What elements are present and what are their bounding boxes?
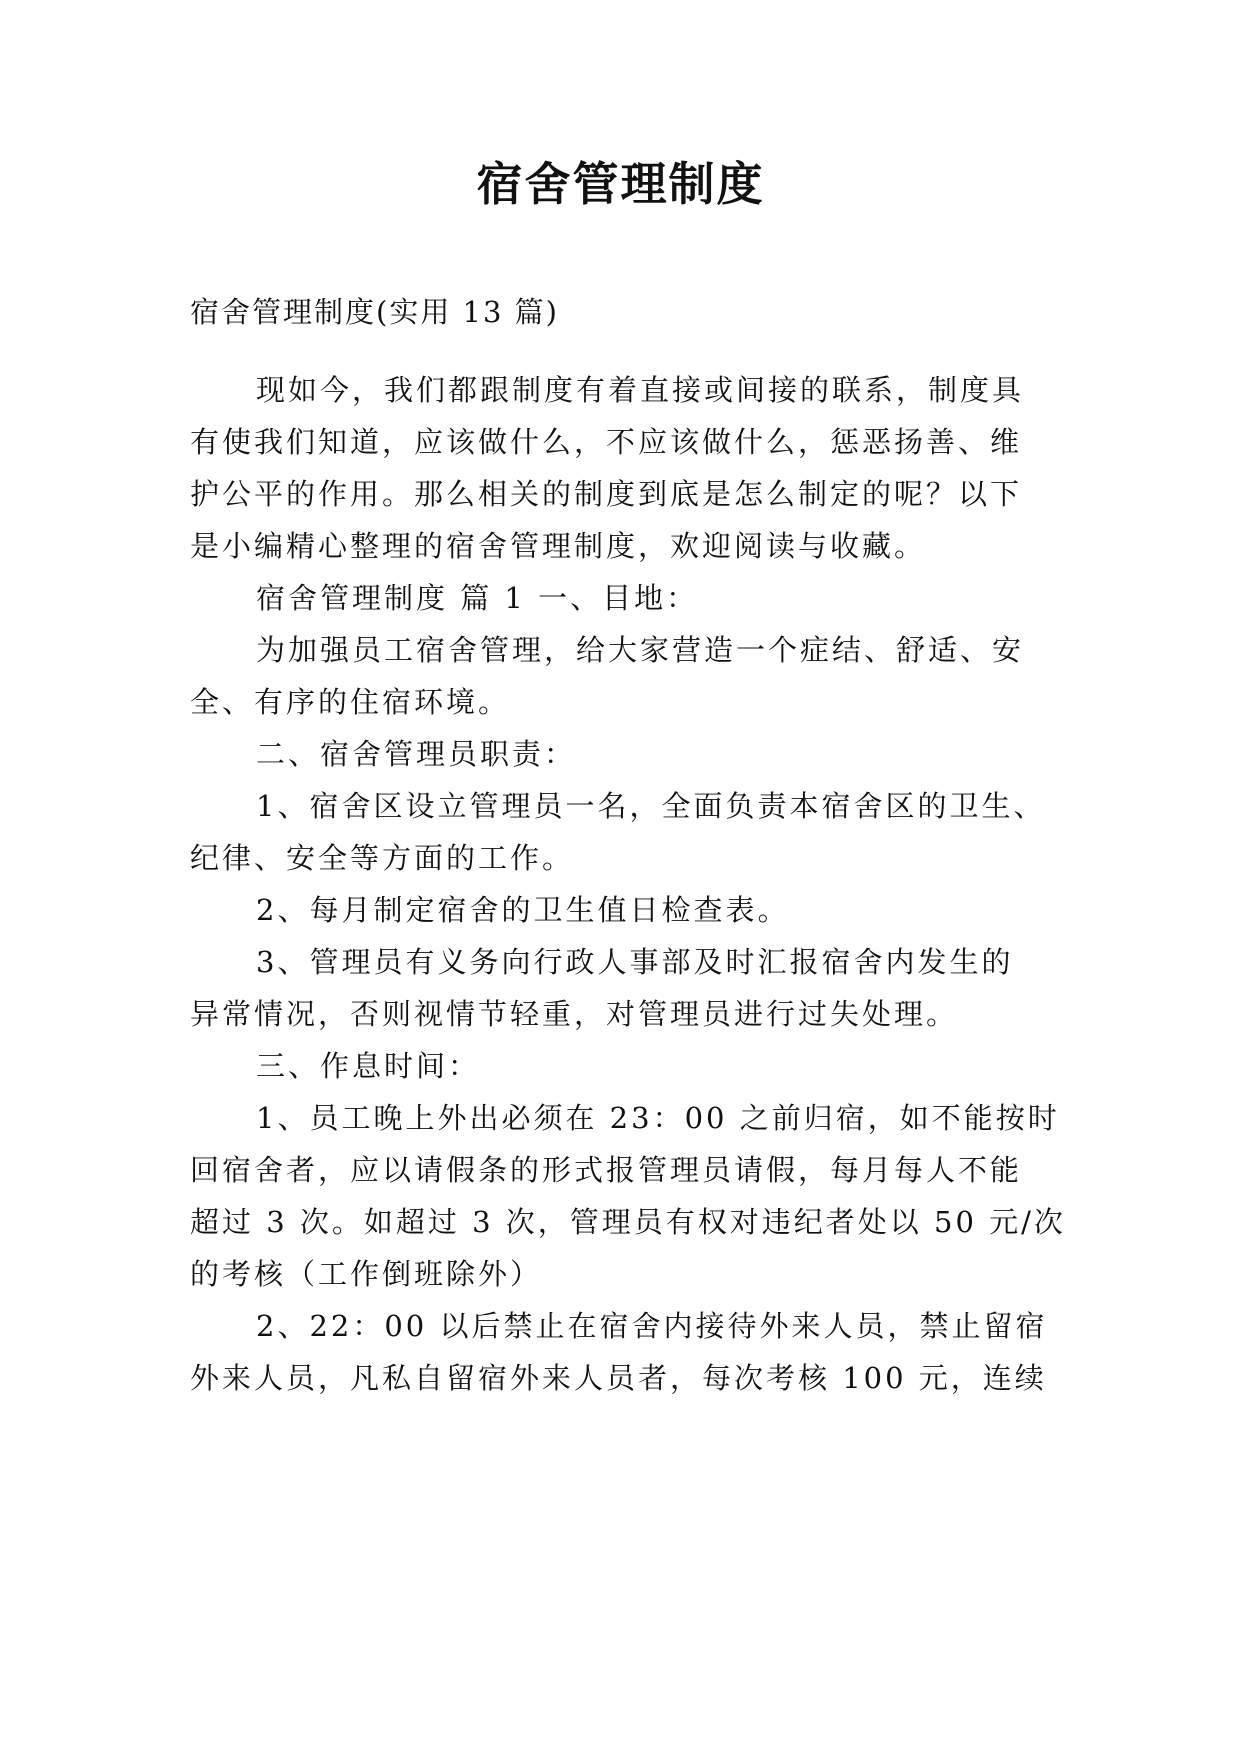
body-line: 是小编精心整理的宿舍管理制度，欢迎阅读与收藏。 [190,529,927,563]
body-line: 有使我们知道，应该做什么，不应该做什么，惩恶扬善、维 [190,425,1023,459]
body-line: 回宿舍者，应以请假条的形式报管理员请假，每月每人不能 [190,1153,1023,1187]
body-line: 2、22：00 以后禁止在宿舍内接待外来人员，禁止留宿 [256,1309,1048,1343]
body-line: 护公平的作用。那么相关的制度到底是怎么制定的呢？以下 [190,477,1023,511]
document-title: 宿舍管理制度 [476,157,765,211]
body-line: 超过 3 次。如超过 3 次，管理员有权对违纪者处以 50 元/次 [190,1205,1066,1239]
body-line: 3、管理员有义务向行政人事部及时汇报宿舍内发生的 [256,945,1014,979]
document-subtitle: 宿舍管理制度(实用 13 篇) [190,295,559,329]
body-line: 的考核（工作倒班除外） [190,1257,543,1291]
body-line: 1、员工晚上外出必须在 23：00 之前归宿，如不能按时 [256,1101,1060,1135]
section-heading-line: 三、作息时间： [256,1049,481,1083]
section-heading-line: 宿舍管理制度 篇 1 一、目地： [256,581,699,615]
body-line: 为加强员工宿舍管理，给大家营造一个症结、舒适、安 [256,633,1025,667]
body-line: 纪律、安全等方面的工作。 [190,841,575,875]
body-line: 外来人员，凡私自留宿外来人员者，每次考核 100 元，连续 [190,1361,1047,1395]
body-line: 1、宿舍区设立管理员一名，全面负责本宿舍区的卫生、 [256,789,1046,823]
body-line: 异常情况，否则视情节轻重，对管理员进行过失处理。 [190,997,959,1031]
body-line: 全、有序的住宿环境。 [190,685,511,719]
section-heading-line: 二、宿舍管理员职责： [256,737,577,771]
body-line: 2、每月制定宿舍的卫生值日检查表。 [256,893,790,927]
body-line: 现如今，我们都跟制度有着直接或间接的联系，制度具 [256,373,1025,407]
